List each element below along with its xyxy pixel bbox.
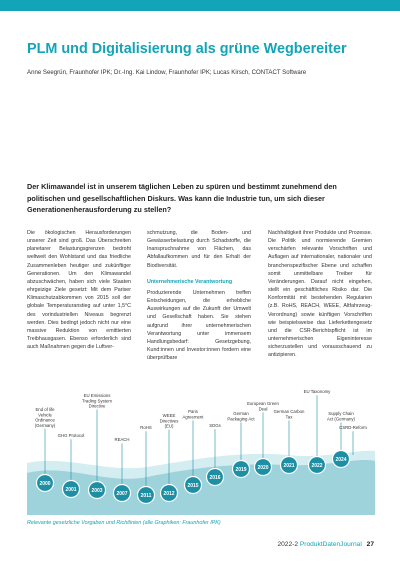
timeline-event-label: Supply Chain Act (Germany) <box>327 411 355 422</box>
page-number: 27 <box>366 541 374 548</box>
timeline-year-label: 2000 <box>39 480 51 487</box>
timeline-year-label: 2001 <box>65 486 77 493</box>
timeline-event-label: German Packaging Act <box>227 411 255 422</box>
timeline-event-label: German Carbon Tax <box>273 409 305 420</box>
timeline-event-label: REACH <box>114 437 130 443</box>
timeline-year-label: 2015 <box>187 482 199 489</box>
timeline-year-label: 2020 <box>257 464 269 471</box>
body-paragraph: Die ökologischen Herausforderungen unserer Zeit sind groß. Das Überschreiten planetarer Belastungsgrenzen bedroht weltweit den Wohlstand und das friedliche Zusammenleben heutiger und zukünftiger Generationen. Um den Klimawandel abzuschwächen, haben sich viele Staaten ehrgeizige Ziele gesetzt: Mit dem Pariser Klimaschutzabkommen von 2015 soll der globale Temperaturanstieg auf unter 1,5°C des vorindustriellen Niveaus begrenzt werden. Dies bedingt jedoch nicht nur eine massive Reduktion von emittierten Treibhausgasen. Ebenso erforderlich sind auch Maßnahmen gegen die Luftver- <box>27 230 131 351</box>
timeline-event-label: WEEE Directives (EU) <box>159 413 179 429</box>
timeline-event-label: European Green Deal <box>247 401 279 412</box>
timeline-event-label: EU Taxonomy <box>303 389 331 395</box>
timeline-year-label: 2011 <box>140 492 152 499</box>
timeline-year-label: 2024 <box>335 456 347 463</box>
timeline-event-label: GHG Protocol <box>57 433 85 439</box>
body-column-2 <box>147 229 251 362</box>
section-heading: Unternehmerische Verantwortung <box>147 278 233 285</box>
timeline-event-label: RoHS <box>140 425 152 431</box>
footer-journal: ProduktDatenJournal <box>299 541 362 548</box>
timeline-year-label: 2012 <box>163 490 175 497</box>
figure-caption: Relevante gesetzliche Vorgaben und Richtlinien (alle Graphiken: Fraunhofer IPK) <box>27 520 221 526</box>
timeline-event-label: EU Emissions Trading System Directive <box>82 393 112 409</box>
article-title: PLM und Digitalisierung als grüne Wegbereiter <box>27 41 347 57</box>
timeline-event-label: Paris Agreement <box>182 409 204 420</box>
timeline-event-label: CSRD-Reform <box>339 425 367 431</box>
body-paragraph: Produzierende Unternehmen treffen Entscheidungen, die erhebliche Auswirkungen auf die Zukunft der Umwelt und Gesellschaft haben. Sie stehen aufgrund ihrer unternehmerischen Verantwortung unter immensem Handlungsbedarf: Gesetzgebung, Kund:innen und Investor:innen fordern eine überprüfbare <box>147 289 251 362</box>
timeline-year-label: 2022 <box>311 462 323 469</box>
timeline-event-label: End of life Vehicle Ordinance (Germany) <box>34 407 56 428</box>
timeline-year-label: 2003 <box>91 487 103 494</box>
top-accent-bar <box>0 0 400 11</box>
timeline-event-label: SDGs <box>209 423 221 429</box>
body-column-3 <box>268 229 372 360</box>
timeline-year-label: 2016 <box>209 474 221 481</box>
article-authors: Anne Seegrün, Fraunhofer IPK; Dr.-Ing. Kai Lindow, Fraunhofer IPK; Lucas Kirsch, CONTACT Software <box>27 69 307 76</box>
body-paragraph: Nachhaltigkeit ihrer Produkte und Prozesse. Die Politik und normierende Gremien verschärfen relevante Vorschriften und Auflagen auf internationaler, nationaler und branchenspezifischer Ebene und schaffen somit unmittelbare Treiber für Veränderungen. Darauf nicht eingehen, stellt ein geschäftliches Risiko dar. Die Konformität mit bestehenden Regularien (z.B. RoHS, REACH, WEEE, Altfahrzeug-Verordnung) sowie künftigen Vorschriften wie beispielsweise das Lieferkettengesetz und die CSR-Berichtspflicht ist im unternehmerischen Eigeninteresse sicherzustellen und vorausschauend zu antizipieren. <box>268 230 372 359</box>
timeline-graphic <box>27 385 375 515</box>
article-lead: Der Klimawandel ist in unserem täglichen Leben zu spüren und bestimmt zunehmend den politischen und gesellschaftlichen Diskurs. Was kann die Industrie tun, um sich dieser Generationenherausforderung zu stellen? <box>27 182 337 215</box>
timeline-year-label: 2019 <box>235 466 247 473</box>
body-paragraph: schmutzung, die Boden- und Gewässerbelastung durch Schadstoffe, die Inanspruchnahme von Flächen, das Abfallaufkommen und für den Erhalt der Biodiversität. <box>147 230 251 269</box>
timeline-year-label: 2007 <box>116 490 128 497</box>
regulation-timeline <box>27 385 375 515</box>
body-column-1 <box>27 229 131 351</box>
timeline-year-label: 2021 <box>283 462 295 469</box>
page-footer <box>260 541 374 548</box>
footer-issue: 2022-2 <box>277 541 299 548</box>
